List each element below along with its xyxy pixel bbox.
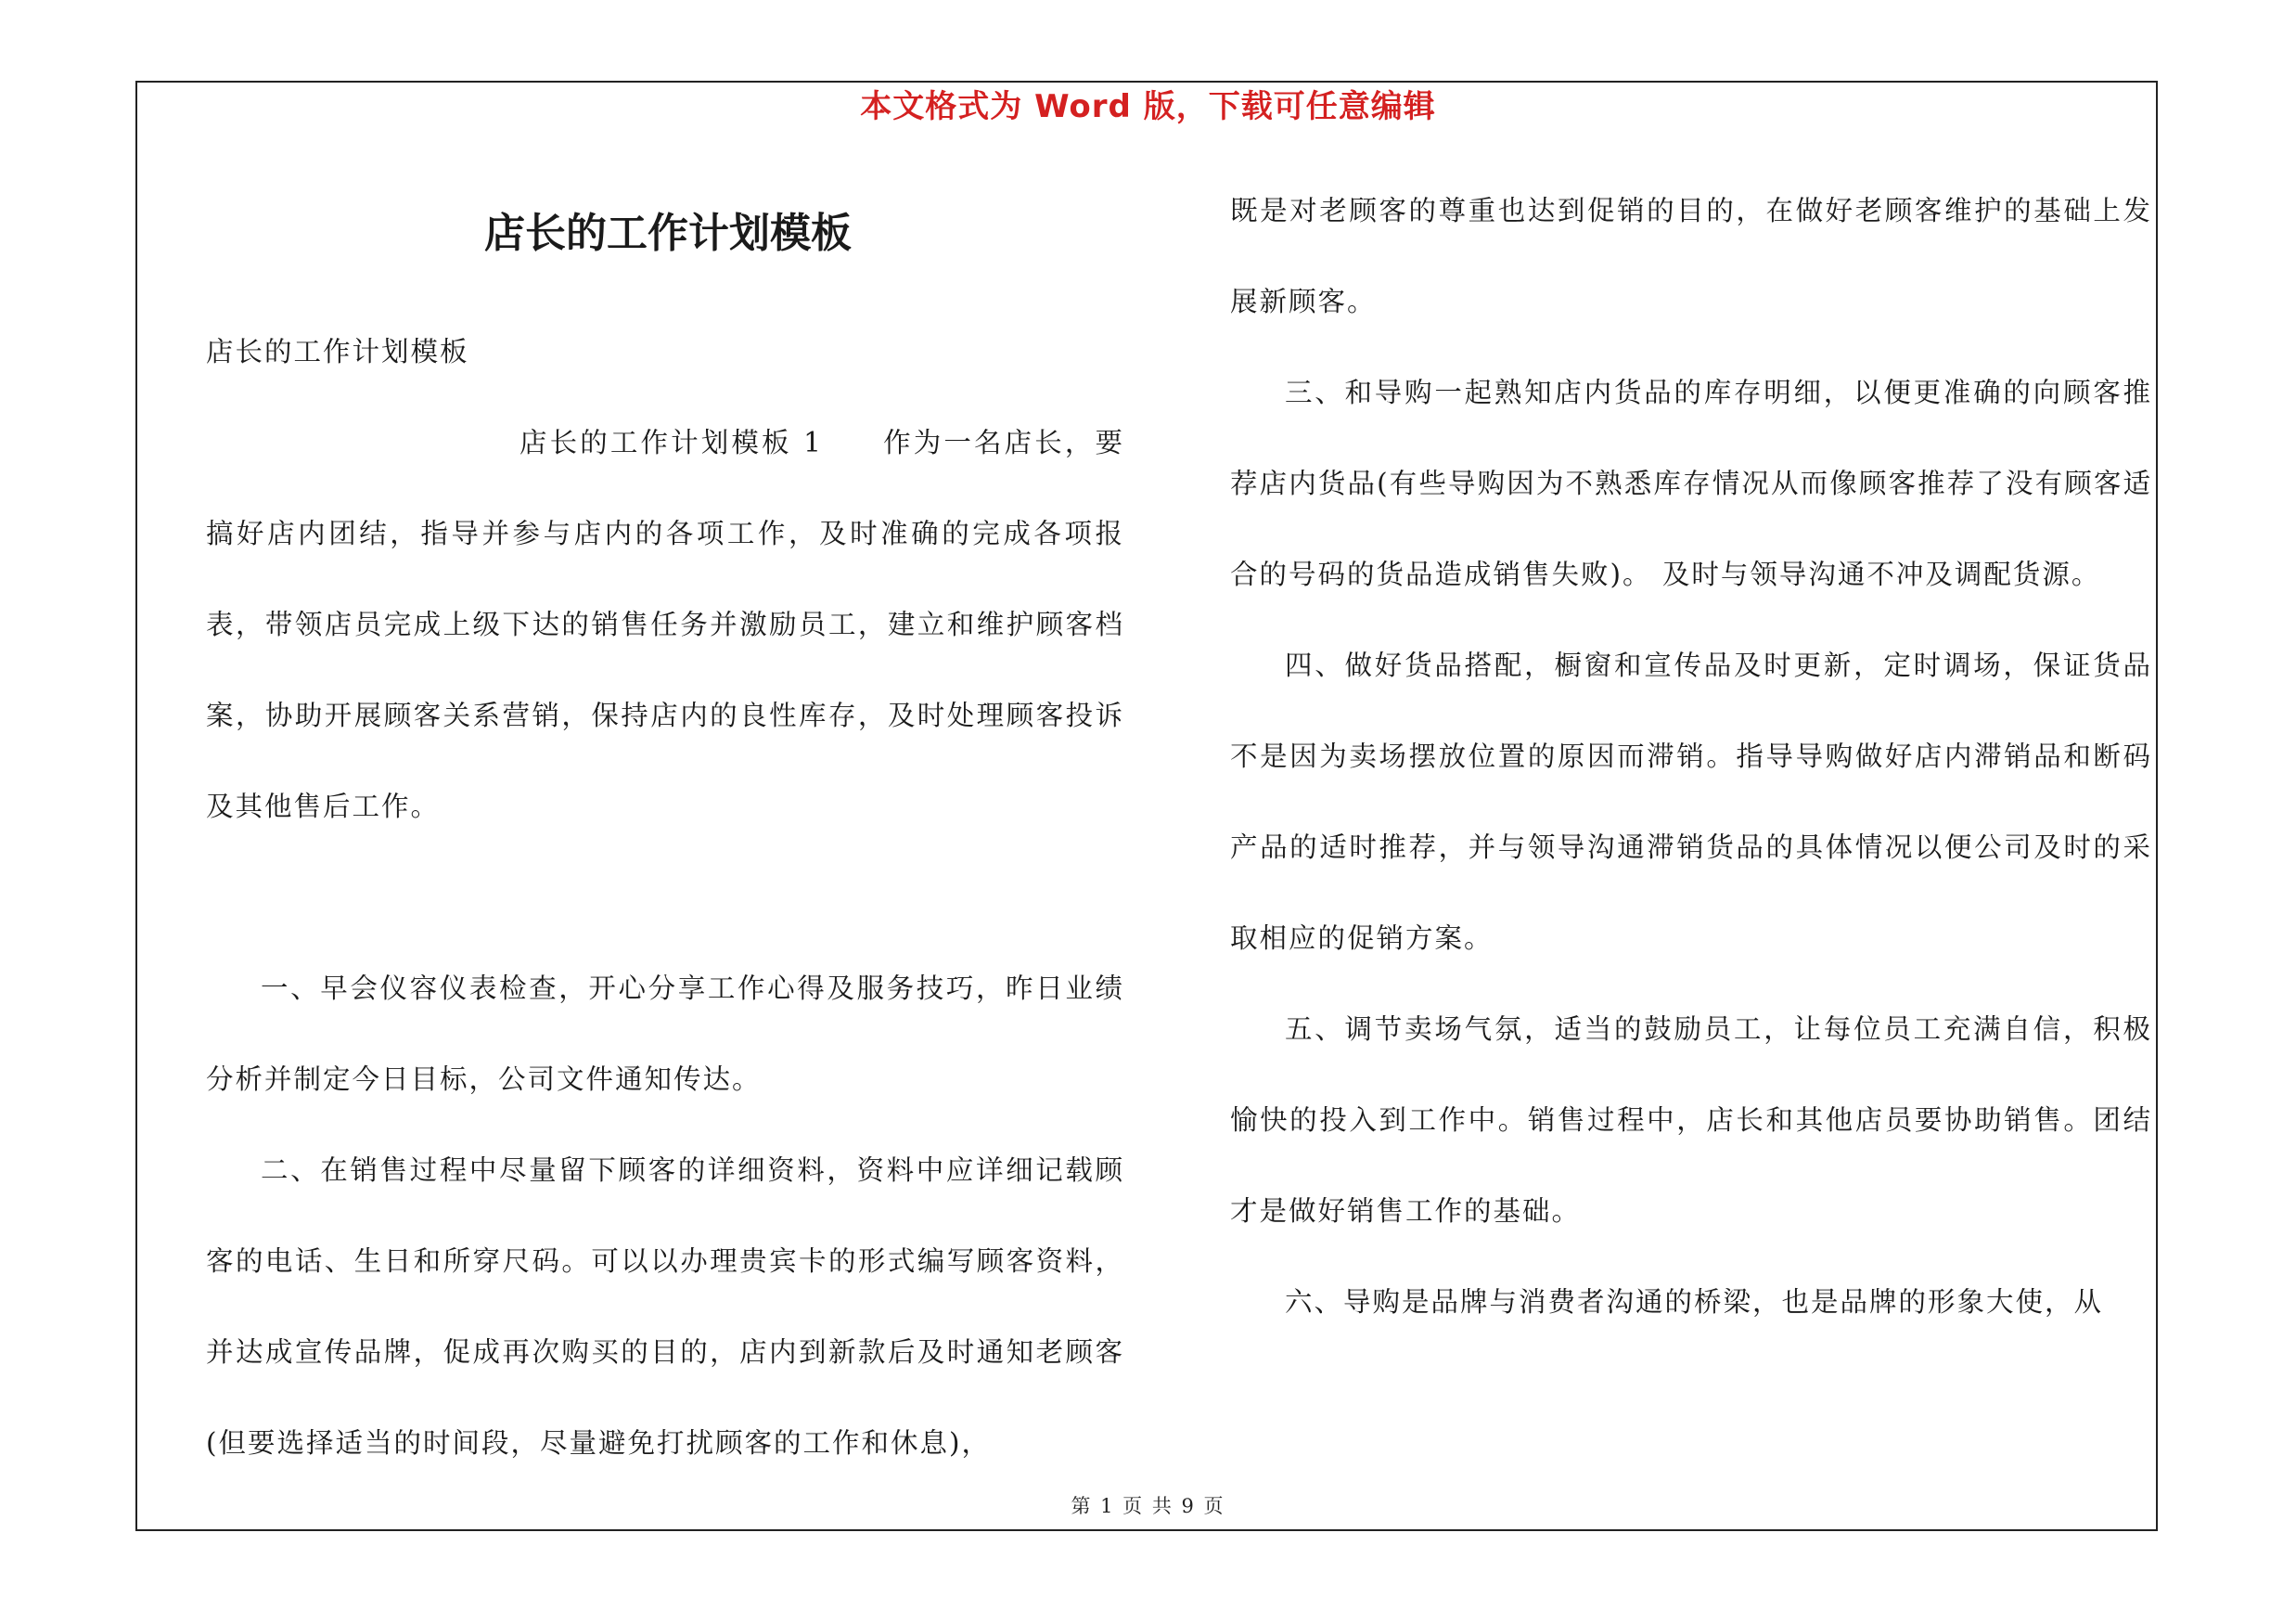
- left-column: [206, 306, 1124, 1488]
- intro-heading: 店长的工作计划模板 1: [519, 427, 823, 458]
- item-4-paragraph: 四、做好货品搭配，橱窗和宣传品及时更新，定时调场，保证货品不是因为卖场摆放位置的原因而滞销。指导导购做好店内滞销品和断码产品的适时推荐，并与领导沟通滞销货品的具体情况以便公司及时的采取相应的促销方案。: [1230, 650, 2152, 954]
- right-column: [1230, 165, 2152, 1347]
- spacer: [206, 852, 1124, 943]
- word-format-banner: 本文格式为 Word 版，下载可任意编辑: [860, 88, 1436, 125]
- item-2-paragraph: 二、在销售过程中尽量留下顾客的详细资料，资料中应详细记载顾客的电话、生日和所穿尺码。可以以办理贵宾卡的形式编写顾客资料，并达成宣传品牌，促成再次购买的目的，店内到新款后及时通知老顾客(但要选择适当的时间段，尽量避免打扰顾客的工作和休息)，: [206, 1154, 1124, 1459]
- intro-body-text: 搞好店内团结，指导并参与店内的各项工作，及时准确的完成各项报表，带领店员完成上级下达的销售任务并激励员工，建立和维护顾客档案，协助开展顾客关系营销，保持店内的良性库存，及时处理顾客投诉及其他售后工作。: [206, 518, 1124, 822]
- intro-paragraph: [206, 397, 1124, 852]
- item-3-paragraph: 三、和导购一起熟知店内货品的库存明细，以便更准确的向顾客推荐店内货品(有些导购因为不熟悉库存情况从而像顾客推荐了没有顾客适合的号码的货品造成销售失败)。 及时与领导沟通不冲及调配货源。: [1230, 377, 2152, 590]
- item-2-continued-paragraph: 既是对老顾客的尊重也达到促销的目的，在做好老顾客维护的基础上发展新顾客。: [1230, 195, 2152, 317]
- intro-first-text: 作为一名店长，要: [881, 427, 1124, 458]
- subtitle: 店长的工作计划模板: [206, 336, 469, 367]
- item-1-paragraph: 一、早会仪容仪表检查，开心分享工作心得及服务技巧，昨日业绩分析并制定今日目标，公司文件通知传达。: [206, 973, 1124, 1095]
- item-6-paragraph: 六、导购是品牌与消费者沟通的桥梁，也是品牌的形象大使，从: [1285, 1286, 2104, 1318]
- page-number-footer: 第 1 页 共 9 页: [1071, 1495, 1225, 1517]
- document-title: 店长的工作计划模板: [484, 210, 852, 257]
- item-5-paragraph: 五、调节卖场气氛，适当的鼓励员工，让每位员工充满自信，积极愉快的投入到工作中。销售过程中，店长和其他店员要协助销售。团结才是做好销售工作的基础。: [1230, 1013, 2152, 1227]
